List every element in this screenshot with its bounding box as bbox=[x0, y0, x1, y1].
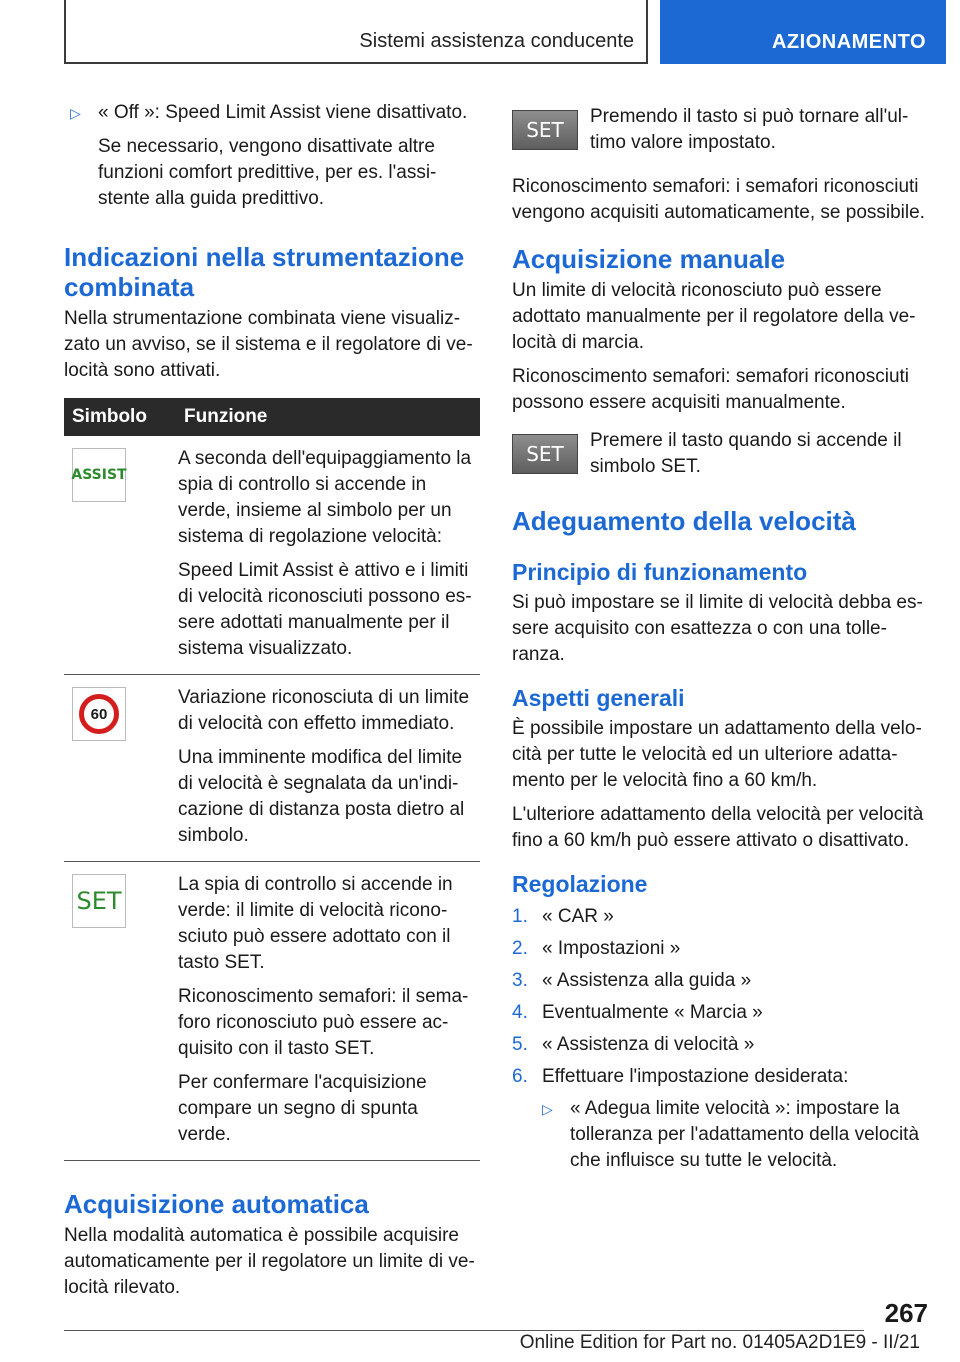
row-text: Riconoscimento semafori: il semaforo riconosciuto può essere acquisito con il tasto SET. bbox=[178, 986, 469, 1059]
para-semafori-1: Riconoscimento semafori: i semafori riconosciuti vengono acquisiti automaticamente, se possibile. bbox=[512, 176, 925, 223]
row-text: Una imminente modifica del limite di velocità è segnalata da un'indicazione di distanza posta dietro al simbolo. bbox=[178, 747, 465, 846]
set-row-1 bbox=[512, 104, 930, 156]
page-number: 267 bbox=[884, 1298, 928, 1328]
heading-auto: Acquisizione automatica bbox=[64, 1189, 369, 1219]
list-item: 6. Effettuare l'impostazione desiderata: bbox=[512, 1066, 849, 1087]
list-item: 5. « Assistenza di velocità » bbox=[512, 1034, 755, 1055]
row-text: Variazione riconosciuta di un limite di velocità con effetto immediato. bbox=[178, 687, 470, 734]
triangle-bullet-icon: ▷ bbox=[70, 105, 81, 121]
heading-indicazioni: Indicazioni nella strumentazione combinata bbox=[64, 242, 465, 302]
steps-list bbox=[512, 904, 930, 1090]
header-section-title: Sistemi assistenza conducente bbox=[359, 30, 634, 52]
heading-adeguamento: Adeguamento della velocità bbox=[512, 506, 856, 536]
para-manual-2: Riconoscimento semafori: semafori riconosciuti possono essere acquisiti manualmente. bbox=[512, 366, 910, 413]
right-column bbox=[512, 104, 930, 1174]
list-item: 1. « CAR » bbox=[512, 906, 614, 927]
para-aspetti-1: È possibile impostare un adattamento della velocità per tutte le velocità ed un ulteriore adattamento per le velocità fino a 60 km/h. bbox=[512, 718, 922, 791]
bullet-off-text: « Off »: Speed Limit Assist viene disattivato. bbox=[98, 102, 468, 123]
footer-divider bbox=[64, 1330, 864, 1331]
bullet-off-note: Se necessario, vengono disattivate altre funzioni comfort predittive, per es. l'assistente alla guida predittivo. bbox=[98, 136, 437, 209]
set2-text: Premere il tasto quando si accende il simbolo SET. bbox=[590, 430, 902, 477]
set-button-icon: SET bbox=[512, 110, 578, 150]
table-row bbox=[64, 675, 480, 862]
row-text: Per confermare l'acquisizione compare un segno di spunta verde. bbox=[178, 1072, 427, 1145]
sub-bullet-text: « Adegua limite velocità »: impostare la tolleranza per l'adattamento della velocità che influisce su tutte le velocità. bbox=[570, 1098, 920, 1171]
assist-icon: ASSIST bbox=[72, 448, 126, 502]
list-item: 2. « Impostazioni » bbox=[512, 938, 681, 959]
para-auto: Nella modalità automatica è possibile acquisire automaticamente per il regolatore un limite di velocità rilevato. bbox=[64, 1225, 475, 1298]
symbol-table bbox=[64, 398, 480, 1161]
set-indicator-icon: SET bbox=[72, 874, 126, 928]
set1-text: Premendo il tasto si può tornare all'ultimo valore impostato. bbox=[590, 106, 909, 153]
sub-bullet bbox=[536, 1096, 930, 1174]
header-chapter-box bbox=[660, 0, 946, 64]
left-column bbox=[64, 100, 480, 1301]
heading-regolazione: Regolazione bbox=[512, 871, 648, 897]
header-chapter-title: AZIONAMENTO bbox=[771, 31, 926, 53]
para-manual-1: Un limite di velocità riconosciuto può essere adottato manualmente per il regolatore della velocità di marcia. bbox=[512, 280, 916, 353]
para-principio: Si può impostare se il limite di velocità debba essere acquisito con esattezza o con una tolleranza. bbox=[512, 592, 923, 665]
row-text: La spia di controllo si accende in verde: il limite di velocità riconosciuto può essere adottato con il tasto SET. bbox=[178, 874, 453, 973]
col-header-symbol: Simbolo bbox=[64, 398, 176, 436]
table-row bbox=[64, 436, 480, 675]
row-text: Speed Limit Assist è attivo e i limiti di velocità riconosciuti possono essere adottati manualmente per il sistema visualizzato. bbox=[178, 560, 472, 659]
para-aspetti-2: L'ulteriore adattamento della velocità per velocità fino a 60 km/h può essere attivato o disattivato. bbox=[512, 804, 924, 851]
set-button-icon: SET bbox=[512, 434, 578, 474]
bullet-off bbox=[64, 100, 480, 212]
header-section-box bbox=[64, 0, 648, 64]
set-row-2 bbox=[512, 428, 930, 480]
table-row bbox=[64, 862, 480, 1161]
list-item: 4. Eventualmente « Marcia » bbox=[512, 1002, 763, 1023]
col-header-function: Funzione bbox=[176, 398, 480, 436]
triangle-bullet-icon: ▷ bbox=[542, 1101, 553, 1117]
row-text: A seconda dell'equipaggiamento la spia di controllo si accende in verde, insieme al simbolo per un sistema di regolazione velocità: bbox=[178, 448, 472, 547]
heading-principio: Principio di funzionamento bbox=[512, 559, 808, 585]
heading-aspetti: Aspetti generali bbox=[512, 685, 685, 711]
heading-manual: Acquisizione manuale bbox=[512, 244, 786, 274]
speed-limit-sign-icon: 60 bbox=[72, 687, 126, 741]
footer-edition: Online Edition for Part no. 01405A2D1E9 - II/21 bbox=[519, 1332, 920, 1353]
list-item: 3. « Assistenza alla guida » bbox=[512, 970, 752, 991]
para-indicazioni: Nella strumentazione combinata viene visualizzato un avviso, se il sistema e il regolatore di velocità sono attivati. bbox=[64, 308, 473, 381]
